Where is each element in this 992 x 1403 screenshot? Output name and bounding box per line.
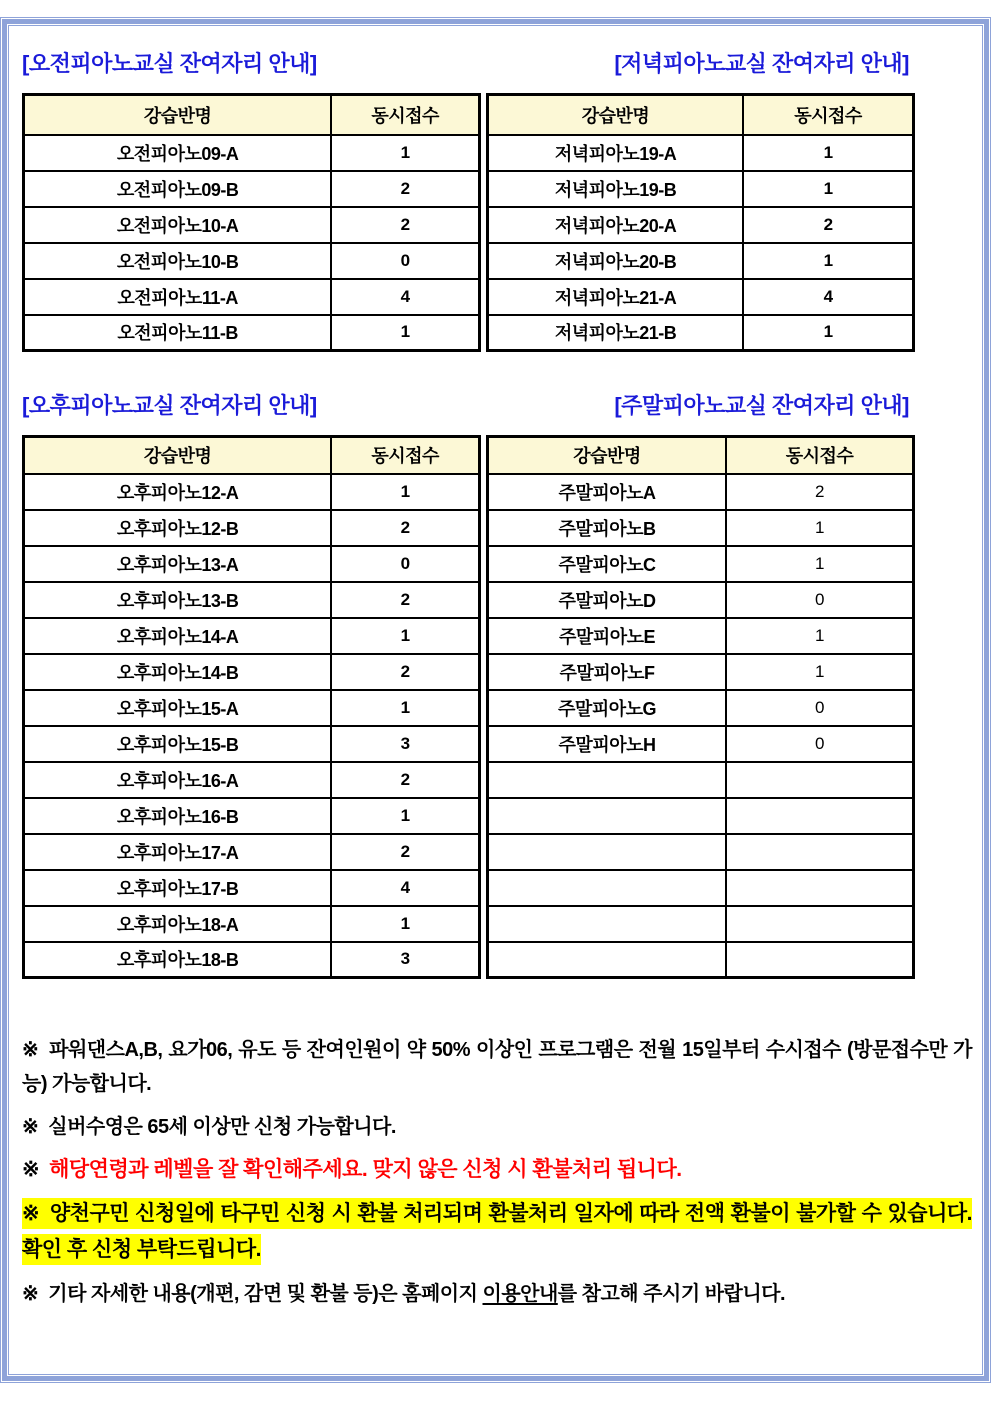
highlighted-text	[22, 1198, 972, 1265]
table-row	[24, 762, 480, 798]
table-row	[24, 582, 480, 618]
class-name-cell: 저녁피아노21-B	[488, 315, 744, 351]
count-cell	[726, 870, 913, 906]
class-name-cell: 오전피아노09-B	[24, 171, 332, 207]
count-cell: 1	[331, 135, 479, 171]
notice-text-highlighted: 양천구민 신청일에 타구민 신청 시 환불 처리되며 환불처리 일자에 따라 전액 환불이 불가할 수 있습니다. 확인 후 신청 부탁드립니다.	[22, 1202, 972, 1261]
weekend-section-title: [주말피아노교실 잔여자리 안내]	[614, 393, 909, 418]
count-cell: 2	[331, 582, 479, 618]
class-name-cell: 오전피아노10-A	[24, 207, 332, 243]
class-name-cell: 저녁피아노20-B	[488, 243, 744, 279]
count-cell: 2	[726, 474, 913, 510]
table-row	[24, 942, 480, 978]
class-name-cell: 오후피아노17-A	[24, 834, 332, 870]
class-name-cell: 오전피아노11-A	[24, 279, 332, 315]
class-name-cell: 오후피아노14-B	[24, 654, 332, 690]
notice-text: 파워댄스A,B, 요가06, 유도 등 잔여인원이 약 50% 이상인 프로그램은 전월 15일부터 수시접수 (방문접수만 가능) 가능합니다.	[22, 1039, 972, 1095]
count-cell: 4	[331, 870, 479, 906]
count-cell: 1	[726, 510, 913, 546]
class-name-cell: 오후피아노16-A	[24, 762, 332, 798]
table-row	[488, 510, 914, 546]
class-name-cell: 주말피아노B	[488, 510, 727, 546]
header-class-name: 강습반명	[24, 437, 332, 474]
count-cell	[726, 906, 913, 942]
table-row	[24, 906, 480, 942]
table-row	[24, 870, 480, 906]
notice-refund-policy	[22, 1196, 972, 1268]
page-border-mid	[2, 19, 989, 1381]
notice-walkin-registration	[22, 1033, 972, 1101]
count-cell	[726, 762, 913, 798]
count-cell: 1	[331, 474, 479, 510]
class-name-cell: 오후피아노18-B	[24, 942, 332, 978]
table-header-row	[24, 437, 480, 474]
class-name-cell	[488, 834, 727, 870]
count-cell: 4	[743, 279, 913, 315]
header-class-name: 강습반명	[488, 437, 727, 474]
weekend-piano-table	[486, 435, 915, 979]
table-row empty	[488, 762, 914, 798]
class-name-cell: 주말피아노A	[488, 474, 727, 510]
count-cell: 1	[726, 546, 913, 582]
table-row	[488, 582, 914, 618]
page-content	[9, 26, 982, 1374]
table-row	[24, 726, 480, 762]
count-cell: 0	[726, 582, 913, 618]
table-header-row	[488, 95, 914, 135]
class-name-cell: 오후피아노15-B	[24, 726, 332, 762]
notice-text-after: 를 참고해 주시기 바랍니다.	[557, 1283, 786, 1305]
reference-mark-icon: ※	[22, 1116, 39, 1138]
class-name-cell: 주말피아노F	[488, 654, 727, 690]
class-name-cell: 주말피아노H	[488, 726, 727, 762]
table-row	[24, 654, 480, 690]
evening-piano-table	[486, 93, 915, 352]
class-name-cell: 저녁피아노19-B	[488, 171, 744, 207]
count-cell: 2	[331, 654, 479, 690]
table-row empty	[488, 906, 914, 942]
table-row	[24, 207, 480, 243]
notice-text-before: 기타 자세한 내용(개편, 감면 및 환불 등)은 홈페이지	[48, 1283, 483, 1305]
class-name-cell: 오전피아노09-A	[24, 135, 332, 171]
class-name-cell: 오후피아노13-A	[24, 546, 332, 582]
table-row empty	[488, 870, 914, 906]
class-name-cell: 저녁피아노21-A	[488, 279, 744, 315]
afternoon-section-title: [오후피아노교실 잔여자리 안내]	[22, 393, 317, 418]
table-row	[488, 171, 914, 207]
count-cell	[726, 942, 913, 978]
class-name-cell: 주말피아노G	[488, 690, 727, 726]
table-row	[488, 279, 914, 315]
class-name-cell: 오전피아노11-B	[24, 315, 332, 351]
table-row	[24, 618, 480, 654]
count-cell: 1	[726, 654, 913, 690]
table-row	[24, 171, 480, 207]
table-row	[24, 315, 480, 351]
count-cell: 1	[331, 906, 479, 942]
count-cell: 3	[331, 942, 479, 978]
table-row	[24, 474, 480, 510]
count-cell: 1	[743, 243, 913, 279]
count-cell: 1	[331, 690, 479, 726]
count-cell: 0	[726, 690, 913, 726]
count-cell: 0	[331, 546, 479, 582]
table-header-row	[488, 437, 914, 474]
class-name-cell: 저녁피아노19-A	[488, 135, 744, 171]
notice-text-red: 해당연령과 레벨을 잘 확인해주세요. 맞지 않은 신청 시 환불처리 됩니다.	[49, 1158, 682, 1181]
count-cell: 2	[331, 171, 479, 207]
class-name-cell: 주말피아노E	[488, 618, 727, 654]
table-row empty	[488, 834, 914, 870]
class-name-cell: 주말피아노C	[488, 546, 727, 582]
class-name-cell: 오후피아노12-B	[24, 510, 332, 546]
class-name-cell: 주말피아노D	[488, 582, 727, 618]
count-cell: 1	[743, 315, 913, 351]
count-cell	[726, 798, 913, 834]
notice-age-level-check	[22, 1153, 972, 1187]
table-row empty	[488, 942, 914, 978]
table-row	[488, 243, 914, 279]
count-cell: 1	[726, 618, 913, 654]
table-row	[24, 798, 480, 834]
table-row	[24, 279, 480, 315]
class-name-cell: 오후피아노14-A	[24, 618, 332, 654]
count-cell: 2	[331, 207, 479, 243]
morning-section-title: [오전피아노교실 잔여자리 안내]	[22, 51, 317, 76]
page-border-outer	[0, 17, 991, 1383]
header-concurrent-count: 동시접수	[331, 437, 479, 474]
notice-text: 실버수영은 65세 이상만 신청 가능합니다.	[48, 1116, 396, 1138]
count-cell	[726, 834, 913, 870]
evening-section-title: [저녁피아노교실 잔여자리 안내]	[614, 51, 909, 76]
table-row	[488, 726, 914, 762]
class-name-cell: 오후피아노13-B	[24, 582, 332, 618]
table-row	[24, 135, 480, 171]
count-cell: 0	[331, 243, 479, 279]
table-row	[24, 243, 480, 279]
reference-mark-icon: ※	[22, 1202, 40, 1225]
reference-mark-icon: ※	[22, 1158, 40, 1181]
count-cell: 2	[331, 762, 479, 798]
table-row	[488, 315, 914, 351]
header-concurrent-count: 동시접수	[331, 95, 479, 135]
count-cell: 1	[331, 618, 479, 654]
afternoon-piano-table	[22, 435, 481, 979]
count-cell: 1	[331, 315, 479, 351]
class-name-cell: 오전피아노10-B	[24, 243, 332, 279]
table-row	[24, 546, 480, 582]
class-name-cell	[488, 906, 727, 942]
count-cell: 1	[743, 135, 913, 171]
table-row	[488, 546, 914, 582]
class-name-cell	[488, 870, 727, 906]
reference-mark-icon: ※	[22, 1039, 40, 1061]
morning-piano-table	[22, 93, 481, 352]
class-name-cell	[488, 798, 727, 834]
count-cell: 0	[726, 726, 913, 762]
notice-silver-swimming	[22, 1110, 972, 1144]
class-name-cell: 오후피아노16-B	[24, 798, 332, 834]
section-2-tables	[22, 435, 960, 979]
count-cell: 1	[743, 171, 913, 207]
count-cell: 4	[331, 279, 479, 315]
count-cell: 2	[743, 207, 913, 243]
table-row	[488, 474, 914, 510]
header-concurrent-count: 동시접수	[743, 95, 913, 135]
table-row	[488, 207, 914, 243]
count-cell: 1	[331, 798, 479, 834]
header-concurrent-count: 동시접수	[726, 437, 913, 474]
section-1-tables	[22, 93, 960, 352]
class-name-cell: 오후피아노18-A	[24, 906, 332, 942]
table-row empty	[488, 798, 914, 834]
class-name-cell	[488, 942, 727, 978]
section-2-title-row	[22, 392, 915, 420]
table-row	[24, 834, 480, 870]
table-row	[488, 618, 914, 654]
notice-homepage-guide	[22, 1277, 972, 1311]
count-cell: 2	[331, 510, 479, 546]
table-row	[488, 135, 914, 171]
class-name-cell: 오후피아노15-A	[24, 690, 332, 726]
header-class-name: 강습반명	[24, 95, 332, 135]
class-name-cell: 저녁피아노20-A	[488, 207, 744, 243]
count-cell: 3	[331, 726, 479, 762]
class-name-cell: 오후피아노17-B	[24, 870, 332, 906]
page-border-inner	[8, 25, 983, 1375]
usage-guide-underlined-text: 이용안내	[482, 1283, 558, 1305]
notes-section	[22, 1033, 972, 1311]
table-row	[488, 654, 914, 690]
table-row	[24, 690, 480, 726]
table-row	[24, 510, 480, 546]
section-1-title-row	[22, 50, 915, 78]
header-class-name: 강습반명	[488, 95, 744, 135]
table-header-row	[24, 95, 480, 135]
reference-mark-icon: ※	[22, 1283, 39, 1305]
class-name-cell	[488, 762, 727, 798]
count-cell: 2	[331, 834, 479, 870]
class-name-cell: 오후피아노12-A	[24, 474, 332, 510]
table-row	[488, 690, 914, 726]
